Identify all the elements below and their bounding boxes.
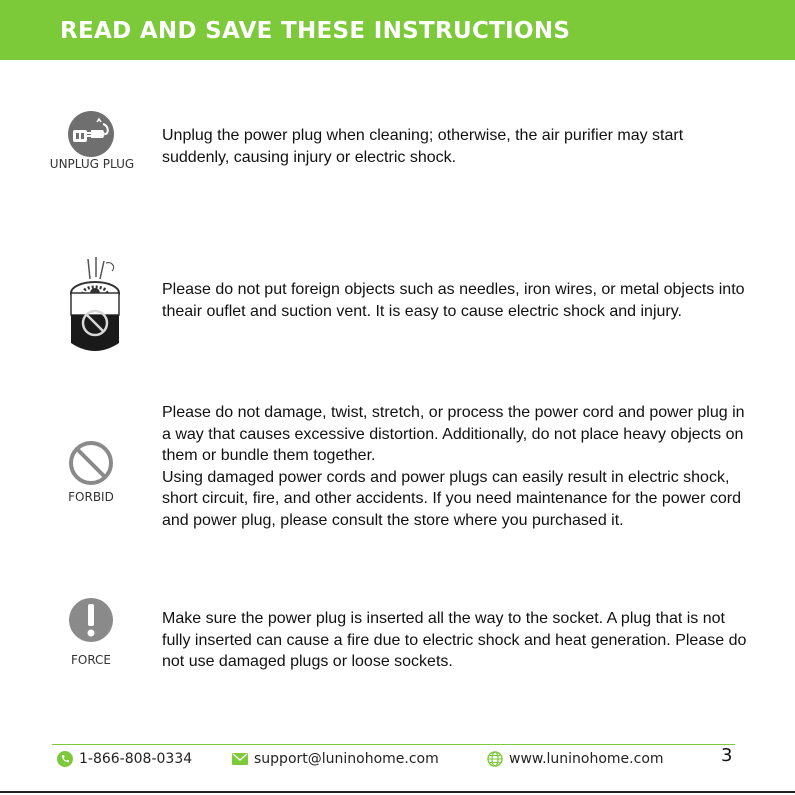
- force-icon: [68, 597, 114, 643]
- instruction-paragraph: Unplug the power plug when cleaning; otherwise, the air purifier may start suddenly, causing injury or electric shock.: [162, 127, 684, 166]
- email-icon: [232, 753, 248, 765]
- globe-icon: [487, 751, 503, 767]
- instruction-paragraph: Using damaged power cords and power plugs can easily result in electric shock, short circuit, fire, and other accidents. If you need maintenance for the power cord and power plug, please consult the store where you purchased it.: [162, 468, 741, 529]
- instruction-text: [162, 279, 752, 322]
- email-address[interactable]: support@luninohome.com: [254, 751, 439, 767]
- icon-label-forbid: FORBID: [68, 490, 114, 504]
- instruction-item-unplug: [0, 110, 795, 190]
- footer-divider: [52, 744, 735, 745]
- unplug-icon: [67, 110, 115, 158]
- icon-label-unplug: UNPLUG PLUG: [49, 157, 135, 171]
- phone-icon: [57, 751, 73, 767]
- instruction-item-foreign-objects: [0, 255, 795, 355]
- instruction-text: [162, 402, 752, 531]
- footer-email: [232, 751, 439, 767]
- instruction-paragraph: Please do not damage, twist, stretch, or process the power cord and power plug in a way that causes excessive distortion. Additionally, do not place heavy objects on them or bundle them together.: [162, 404, 745, 464]
- instruction-text: [162, 125, 752, 168]
- phone-number[interactable]: 1-866-808-0334: [79, 751, 193, 767]
- page-number: 3: [721, 745, 733, 766]
- instruction-paragraph: Make sure the power plug is inserted all the way to the socket. A plug that is not fully inserted can cause a fire due to electric shock and heat generation. Please do not use damaged plugs or loose sockets.: [162, 610, 747, 670]
- page-title: READ AND SAVE THESE INSTRUCTIONS: [60, 18, 571, 44]
- forbid-icon: [68, 440, 114, 486]
- purifier-no-objects-icon: [66, 255, 122, 355]
- instruction-item-forbid: [0, 402, 795, 562]
- header-banner: [0, 0, 795, 60]
- website-link[interactable]: www.luninohome.com: [509, 751, 664, 767]
- instruction-item-force: [0, 597, 795, 677]
- instruction-text: [162, 608, 752, 673]
- instruction-paragraph: Please do not put foreign objects such as needles, iron wires, or metal objects into theair ouflet and suction vent. It is easy to cause electric shock and injury.: [162, 281, 745, 320]
- bottom-rule: [0, 791, 795, 793]
- footer-phone: [57, 751, 192, 767]
- footer-website: [487, 751, 664, 767]
- icon-label-force: FORCE: [70, 653, 112, 667]
